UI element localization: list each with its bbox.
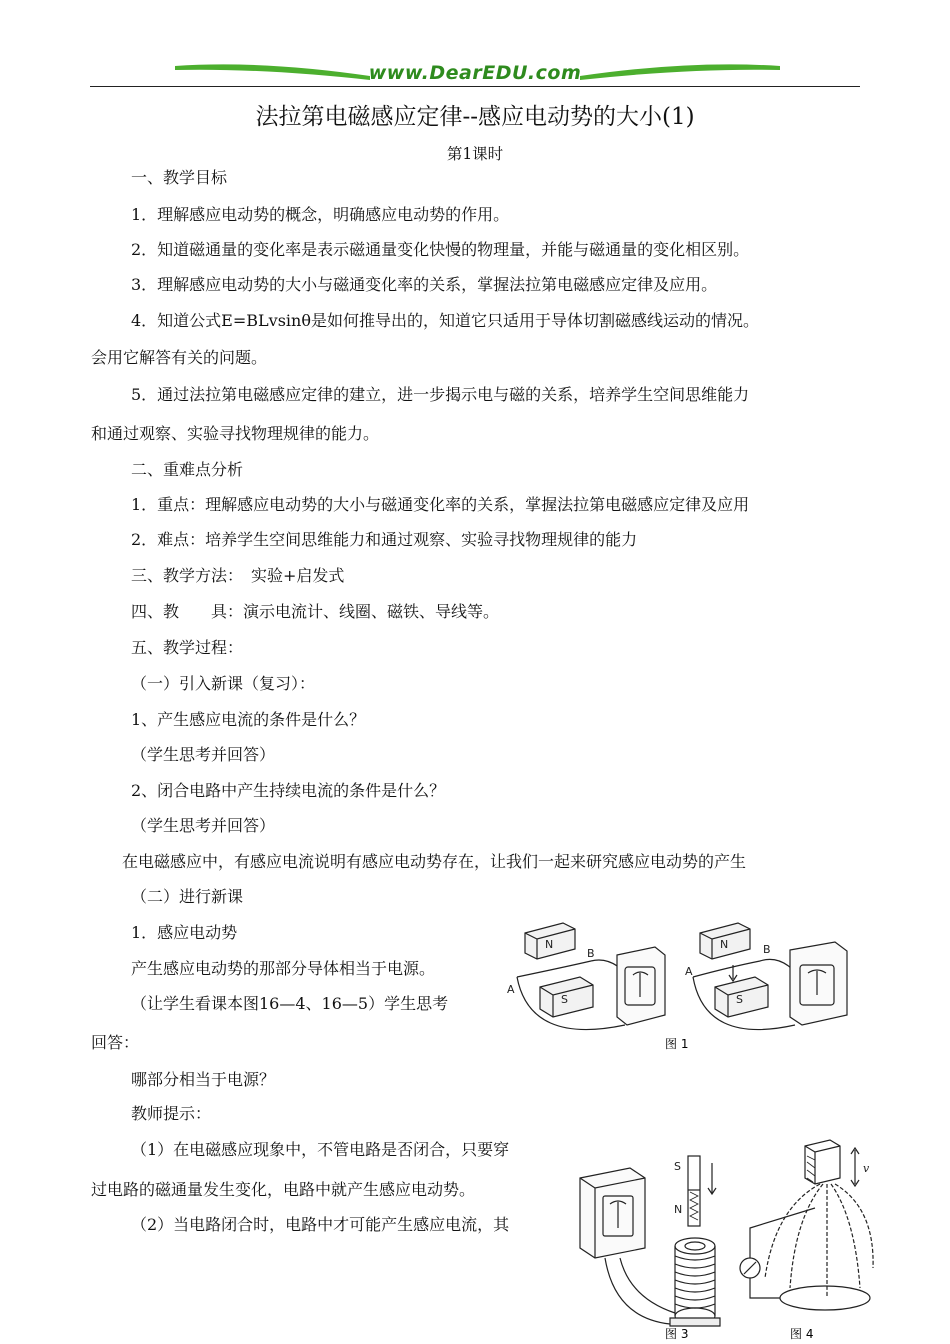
text-line: （1）在电磁感应现象中，不管电路是否闭合，只要穿 bbox=[131, 1140, 510, 1159]
text-line: 1．重点：理解感应电动势的大小与磁通变化率的关系，掌握法拉第电磁感应定律及应用 bbox=[131, 495, 750, 514]
fig1-label-a-left: A bbox=[507, 983, 515, 996]
text-line: （2）当电路闭合时，电路中才可能产生感应电流，其 bbox=[131, 1215, 510, 1234]
text-line: 4．知道公式E=BLvsinθ是如何推导出的，知道它只适用于导体切割磁感线运动的情况。 bbox=[131, 311, 759, 330]
figure-4-field-lines bbox=[735, 1138, 875, 1342]
section-heading: 五、教学过程： bbox=[131, 638, 244, 657]
text-line: 3．理解感应电动势的大小与磁通变化率的关系，掌握法拉第电磁感应定律及应用。 bbox=[131, 275, 718, 294]
section-heading: 二、重难点分析 bbox=[131, 460, 244, 479]
subsection-heading: （一）引入新课（复习）： bbox=[131, 674, 316, 693]
text-line: 和通过观察、实验寻找物理规律的能力。 bbox=[91, 424, 380, 443]
figure-3-coil-magnet bbox=[570, 1148, 735, 1340]
fig3-label-n: N bbox=[674, 1203, 683, 1216]
text-line: （学生思考并回答） bbox=[131, 745, 276, 764]
text-line: 教师提示： bbox=[131, 1104, 212, 1123]
text-line: 产生感应电动势的那部分导体相当于电源。 bbox=[131, 959, 436, 978]
fig1-label-n-right: N bbox=[720, 938, 729, 951]
text-line: 回答： bbox=[91, 1033, 140, 1052]
page-header bbox=[90, 58, 860, 92]
section-heading: 一、教学目标 bbox=[131, 168, 228, 187]
text-line: 2、闭合电路中产生持续电流的条件是什么？ bbox=[131, 781, 446, 800]
text-line: 1、产生感应电流的条件是什么？ bbox=[131, 710, 366, 729]
figure-1-magnet-galvanometer bbox=[505, 915, 870, 1055]
fig1-label-s-left: S bbox=[561, 993, 568, 1006]
header-logo[interactable]: www.DearEDU.com bbox=[368, 62, 582, 84]
fig3-label-s: S bbox=[674, 1160, 681, 1173]
section-heading: 四、教 具：演示电流计、线圈、磁铁、导线等。 bbox=[131, 602, 500, 621]
fig1-label-b-left: B bbox=[587, 947, 595, 960]
text-line: （让学生看课本图16—4、16—5）学生思考 bbox=[131, 994, 449, 1013]
text-line: 过电路的磁通量发生变化，电路中就产生感应电动势。 bbox=[91, 1180, 476, 1199]
fig1-label-b-right: B bbox=[763, 943, 771, 956]
text-line: 1．理解感应电动势的概念，明确感应电动势的作用。 bbox=[131, 205, 510, 224]
fig1-label-a-right: A bbox=[685, 965, 693, 978]
figure-1-caption: 图 1 bbox=[665, 1037, 689, 1051]
header-rule bbox=[90, 86, 860, 87]
subsection-heading: （二）进行新课 bbox=[131, 887, 244, 906]
text-line: 2．知道磁通量的变化率是表示磁通量变化快慢的物理量，并能与磁通量的变化相区别。 bbox=[131, 240, 750, 259]
fig4-label-v: v bbox=[863, 1162, 870, 1175]
fig1-label-n-left: N bbox=[545, 938, 554, 951]
text-line: （学生思考并回答） bbox=[131, 816, 276, 835]
text-line: 5．通过法拉第电磁感应定律的建立，进一步揭示电与磁的关系，培养学生空间思维能力 bbox=[131, 385, 750, 404]
figure-3-caption: 图 3 bbox=[665, 1327, 689, 1340]
text-line: 2．难点：培养学生空间思维能力和通过观察、实验寻找物理规律的能力 bbox=[131, 530, 638, 549]
text-line: 在电磁感应中，有感应电流说明有感应电动势存在，让我们一起来研究感应电动势的产生 bbox=[122, 852, 747, 871]
figure-4-caption: 图 4 bbox=[790, 1327, 814, 1341]
text-line: 哪部分相当于电源？ bbox=[131, 1070, 276, 1089]
page-title: 法拉第电磁感应定律--感应电动势的大小(1) bbox=[255, 104, 695, 130]
text-line: 会用它解答有关的问题。 bbox=[91, 348, 268, 367]
fig1-label-s-right: S bbox=[736, 993, 743, 1006]
section-heading: 三、教学方法： 实验+启发式 bbox=[131, 566, 345, 585]
page-subtitle: 第1课时 bbox=[446, 145, 504, 163]
text-line: 1．感应电动势 bbox=[131, 923, 238, 942]
